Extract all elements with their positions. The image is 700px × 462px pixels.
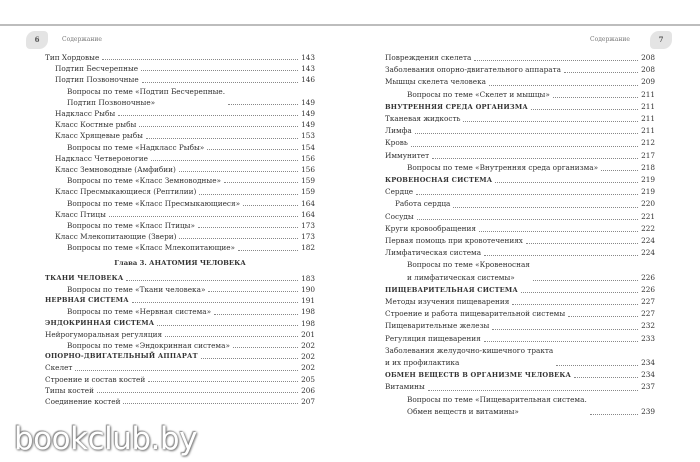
entry-title: Работа сердца (395, 199, 451, 209)
entry-title: КРОВЕНОСНАЯ СИСТЕМА (385, 176, 493, 185)
toc-entry[interactable] (385, 198, 655, 210)
entry-page-number: 156 (301, 153, 315, 163)
dot-leader (553, 97, 638, 98)
entry-title: Класс Хрящевые рыбы (55, 131, 143, 141)
entry-page-number: 217 (641, 150, 655, 160)
toc-entry[interactable] (385, 235, 655, 247)
dot-leader (574, 377, 638, 378)
entry-title: Класс Земноводные (Амфибии) (55, 165, 176, 175)
entry-page-number: 220 (641, 199, 655, 209)
toc-entry[interactable] (385, 125, 655, 137)
dot-leader (75, 370, 298, 371)
dot-leader (142, 82, 298, 83)
entry-page-number: 237 (641, 382, 655, 392)
dot-leader (126, 280, 298, 281)
toc-entry[interactable] (45, 220, 315, 231)
entry-title: Сердце (385, 187, 414, 197)
entry-title: ПИЩЕВАРИТЕЛЬНАЯ СИСТЕМА (385, 285, 518, 294)
watermark: bookclub.by (14, 421, 197, 457)
entry-page-number: 173 (301, 221, 315, 231)
toc-entry[interactable] (385, 137, 655, 149)
toc-entry[interactable] (45, 306, 315, 317)
entry-title: Лимфатическая система (385, 248, 482, 258)
entry-title: Методы изучения пищеварения (385, 297, 510, 307)
entry-page-number: 224 (641, 236, 655, 246)
entry-title: НЕРВНАЯ СИСТЕМА (45, 296, 129, 305)
entry-page-number: 143 (301, 64, 315, 74)
entry-page-number: 211 (641, 101, 655, 111)
dot-leader (224, 182, 298, 183)
dot-leader (141, 70, 298, 71)
toc-entry[interactable] (385, 333, 655, 345)
entry-page-number: 227 (641, 309, 655, 319)
entry-title: Подтип Бесчерепные (55, 64, 139, 74)
entry-title: Первая помощь при кровотечениях (385, 236, 523, 246)
dot-leader (521, 292, 638, 293)
dot-leader (165, 336, 298, 337)
toc-entry[interactable] (45, 52, 315, 63)
entry-page-number: 149 (301, 97, 315, 107)
toc-entry[interactable] (385, 394, 655, 418)
entry-title: Класс Птицы (55, 209, 106, 219)
toc-entry[interactable] (45, 242, 315, 253)
dot-leader (564, 72, 638, 73)
dot-leader (146, 138, 298, 139)
dot-leader (484, 255, 638, 256)
toc-entry[interactable] (45, 284, 315, 295)
dot-leader (201, 358, 298, 359)
entry-page-number: 219 (641, 175, 655, 185)
toc-entry[interactable] (385, 369, 655, 381)
entry-page-number: 222 (641, 223, 655, 233)
toc-entry[interactable] (45, 396, 315, 407)
entry-page-number: 218 (641, 162, 655, 172)
entry-page-number: 182 (301, 243, 315, 253)
toc-entry[interactable] (45, 318, 315, 329)
dot-leader (109, 216, 298, 217)
entry-title: Тип Хордовые (45, 53, 100, 62)
entry-title: Тканевая жидкость (385, 114, 461, 124)
toc-entry[interactable] (45, 153, 315, 164)
entry-page-number: 173 (301, 232, 315, 242)
toc-entry[interactable] (385, 89, 655, 101)
toc-entry[interactable] (45, 142, 315, 153)
dot-leader (479, 231, 638, 232)
entry-page-number: 164 (301, 209, 315, 219)
toc-entry[interactable] (45, 186, 315, 197)
entry-title: Нейрогуморальная регуляция (45, 329, 163, 339)
entry-title: Строение и работа пищеварительной системы (385, 309, 566, 319)
entry-title: Класс Млекопитающие (Звери) (55, 232, 177, 242)
entry-page-number: 226 (641, 272, 655, 282)
dot-leader (526, 243, 638, 244)
toc-entry[interactable] (45, 164, 315, 175)
toc-entry[interactable] (45, 351, 315, 362)
toc-entry[interactable] (45, 119, 315, 130)
entry-title: Вопросы по теме «Эндокринная система» (67, 341, 230, 351)
entry-page-number: 211 (641, 126, 655, 136)
toc-entry[interactable] (45, 74, 315, 85)
entry-page-number: 202 (301, 352, 315, 362)
toc-entry[interactable] (385, 223, 655, 235)
toc-entry[interactable] (45, 385, 315, 396)
toc-entry[interactable] (385, 150, 655, 162)
entry-title: Заболевания опорно-двигательного аппарата (385, 65, 562, 75)
toc-entry[interactable] (45, 130, 315, 141)
entry-page-number: 202 (301, 341, 315, 351)
entry-title: Надкласс Четвероногие (55, 153, 148, 163)
entry-title: Класс Костные рыбы (55, 120, 137, 130)
toc-entry[interactable] (45, 231, 315, 242)
toc-entry[interactable] (385, 211, 655, 223)
right-page (350, 26, 700, 462)
toc-entry[interactable] (385, 381, 655, 393)
dot-leader (531, 109, 638, 110)
entry-page-number: 164 (301, 198, 315, 208)
entry-title: Пищеварительные железы (385, 321, 490, 331)
entry-title: Витамины (385, 382, 425, 392)
dot-leader (417, 219, 638, 220)
dot-leader (432, 158, 638, 159)
entry-title: Иммунитет (385, 150, 430, 160)
dot-leader (492, 329, 638, 330)
dot-leader (157, 325, 298, 326)
dot-leader (590, 414, 638, 415)
entry-title: Вопросы по теме «Класс Птицы» (67, 221, 195, 231)
dot-leader (556, 365, 638, 366)
dot-leader (214, 314, 298, 315)
entry-title: Надкласс Рыбы (55, 109, 116, 119)
entry-page-number: 191 (301, 296, 315, 306)
running-head: Содержание (62, 36, 102, 43)
dot-leader (179, 171, 298, 172)
entry-page-number: 233 (641, 333, 655, 343)
entry-page-number: 183 (301, 273, 315, 283)
entry-title: Круги кровообращения (385, 223, 476, 233)
entry-title: Вопросы по теме «Класс Пресмыкающиеся» (67, 198, 241, 208)
entry-title: ОБМЕН ВЕЩЕСТВ В ОРГАНИЗМЕ ЧЕЛОВЕКА (385, 371, 572, 380)
dot-leader (132, 302, 298, 303)
entry-page-number: 209 (641, 77, 655, 87)
dot-leader (207, 149, 298, 150)
entry-title: Мышцы скелета человека (385, 77, 487, 87)
toc-entry[interactable] (385, 259, 655, 283)
entry-page-number: 211 (641, 89, 655, 99)
entry-title: Подтип Позвоночные (55, 75, 139, 85)
dot-leader (533, 280, 638, 281)
dot-leader (489, 85, 638, 86)
toc-entry[interactable] (385, 52, 655, 64)
dot-leader (416, 194, 638, 195)
entry-title: ОПОРНО-ДВИГАТЕЛЬНЫЙ АППАРАТ (45, 352, 198, 361)
entry-title: Вопросы по теме «Скелет и мышцы» (407, 89, 550, 99)
running-head: Содержание (590, 36, 630, 43)
toc-entry[interactable] (385, 308, 655, 320)
toc-entry[interactable] (45, 198, 315, 209)
dot-leader (428, 390, 638, 391)
toc-entry[interactable] (45, 273, 315, 284)
entry-title: Вопросы по теме «Класс Земноводные» (67, 176, 221, 186)
dot-leader (102, 59, 298, 60)
entry-title: Кровь (385, 138, 408, 148)
toc-entry[interactable] (385, 284, 655, 296)
entry-page-number: 153 (301, 131, 315, 141)
entry-title: Вопросы по теме «Надкласс Рыбы» (67, 142, 205, 152)
entry-title: Вопросы по теме «Нервная система» (67, 307, 212, 317)
entry-title: ЭНДОКРИННАЯ СИСТЕМА (45, 318, 155, 327)
entry-page-number: 205 (301, 374, 315, 384)
toc-entry[interactable] (385, 162, 655, 174)
entry-page-number: 239 (641, 406, 655, 416)
toc-entry[interactable] (385, 247, 655, 259)
toc-entry[interactable] (385, 320, 655, 332)
entry-page-number: 232 (641, 321, 655, 331)
entry-title: Соединение костей (45, 397, 121, 407)
dot-leader (238, 250, 298, 251)
entry-page-number: 207 (301, 397, 315, 407)
toc-entry[interactable] (45, 374, 315, 385)
dot-leader (453, 207, 638, 208)
toc-list (385, 52, 655, 418)
top-margin (0, 0, 700, 25)
toc-entry[interactable] (385, 101, 655, 113)
dot-leader (601, 170, 638, 171)
entry-title: Вопросы по теме «Класс Млекопитающие» (67, 243, 236, 253)
entry-page-number: 159 (301, 187, 315, 197)
dot-leader (228, 104, 298, 105)
toc-entry[interactable] (45, 209, 315, 220)
toc-entry[interactable] (385, 113, 655, 125)
toc-entry[interactable] (385, 174, 655, 186)
dot-leader (411, 146, 638, 147)
entry-page-number: 219 (641, 187, 655, 197)
dot-leader (512, 304, 638, 305)
toc-entry[interactable] (45, 295, 315, 306)
toc-entry[interactable] (385, 296, 655, 308)
entry-page-number: 198 (301, 318, 315, 328)
entry-title: ВНУТРЕННЯЯ СРЕДА ОРГАНИЗМА (385, 102, 528, 111)
dot-leader (484, 341, 638, 342)
entry-title: Сосуды (385, 211, 414, 221)
entry-title: Вопросы по теме «Пищеварительная система. Обмен веществ и витамины» (407, 394, 587, 416)
entry-page-number: 146 (301, 75, 315, 85)
entry-page-number: 224 (641, 248, 655, 258)
entry-page-number: 190 (301, 285, 315, 295)
dot-leader (148, 381, 298, 382)
entry-page-number: 208 (641, 65, 655, 75)
toc-entry[interactable] (385, 64, 655, 76)
entry-page-number: 149 (301, 109, 315, 119)
dot-leader (179, 238, 298, 239)
toc-entry[interactable] (385, 76, 655, 88)
entry-title: Класс Пресмыкающиеся (Рептилии) (55, 187, 197, 197)
toc-entry[interactable] (45, 63, 315, 74)
entry-page-number: 211 (641, 114, 655, 124)
entry-page-number: 221 (641, 211, 655, 221)
toc-entry[interactable] (45, 86, 315, 108)
dot-leader (139, 126, 298, 127)
page-number-badge: 7 (650, 31, 672, 49)
entry-page-number: 234 (641, 370, 655, 380)
entry-title: Вопросы по теме «Внутренняя среда организма» (407, 162, 599, 172)
dot-leader (233, 347, 298, 348)
dot-leader (474, 60, 638, 61)
toc-entry[interactable] (45, 175, 315, 186)
entry-page-number: 208 (641, 53, 655, 62)
dot-leader (568, 316, 638, 317)
entry-page-number: 202 (301, 363, 315, 373)
toc-entry[interactable] (385, 186, 655, 198)
dot-leader (198, 227, 298, 228)
entry-title: Вопросы по теме «Ткани человека» (67, 285, 206, 295)
entry-title: Вопросы по теме «Подтип Бесчерепные. Подтип Позвоночные» (67, 86, 226, 107)
entry-title: Повреждения скелета (385, 53, 472, 62)
entry-page-number: 143 (301, 53, 315, 62)
left-page (0, 26, 350, 462)
entry-page-number: 156 (301, 165, 315, 175)
entry-page-number: 159 (301, 176, 315, 186)
chapter-heading: Глава 3. АНАТОМИЯ ЧЕЛОВЕКА (114, 258, 246, 267)
dot-leader (118, 115, 298, 116)
toc-list (45, 52, 315, 407)
dot-leader (199, 194, 298, 195)
toc-entry[interactable] (45, 329, 315, 340)
entry-title: Лимфа (385, 126, 412, 136)
entry-title: Типы костей (45, 385, 94, 395)
dot-leader (97, 392, 298, 393)
entry-title: ТКАНИ ЧЕЛОВЕКА (45, 273, 124, 282)
dot-leader (463, 121, 638, 122)
toc-entry[interactable] (385, 345, 655, 369)
entry-title: Регуляция пищеварения (385, 333, 481, 343)
dot-leader (151, 160, 298, 161)
entry-page-number: 212 (641, 138, 655, 148)
entry-page-number: 234 (641, 358, 655, 368)
toc-entry[interactable] (45, 108, 315, 119)
page-number-badge: 6 (26, 31, 48, 49)
dot-leader (123, 403, 298, 404)
dot-leader (495, 182, 638, 183)
entry-page-number: 154 (301, 142, 315, 152)
entry-page-number: 206 (301, 385, 315, 395)
entry-page-number: 201 (301, 329, 315, 339)
toc-entry[interactable] (45, 362, 315, 373)
dot-leader (415, 133, 638, 134)
entry-title: Строение и состав костей (45, 374, 146, 384)
entry-title: Вопросы по теме «Кровеносная и лимфатическая системы» (407, 260, 530, 282)
entry-title: Заболевания желудочно-кишечного тракта и их профилактика (385, 345, 554, 368)
entry-page-number: 149 (301, 120, 315, 130)
toc-entry[interactable] (45, 340, 315, 351)
dot-leader (208, 291, 298, 292)
entry-title: Скелет (45, 363, 73, 373)
dot-leader (243, 205, 298, 206)
entry-page-number: 198 (301, 307, 315, 317)
entry-page-number: 226 (641, 284, 655, 294)
entry-page-number: 227 (641, 297, 655, 307)
